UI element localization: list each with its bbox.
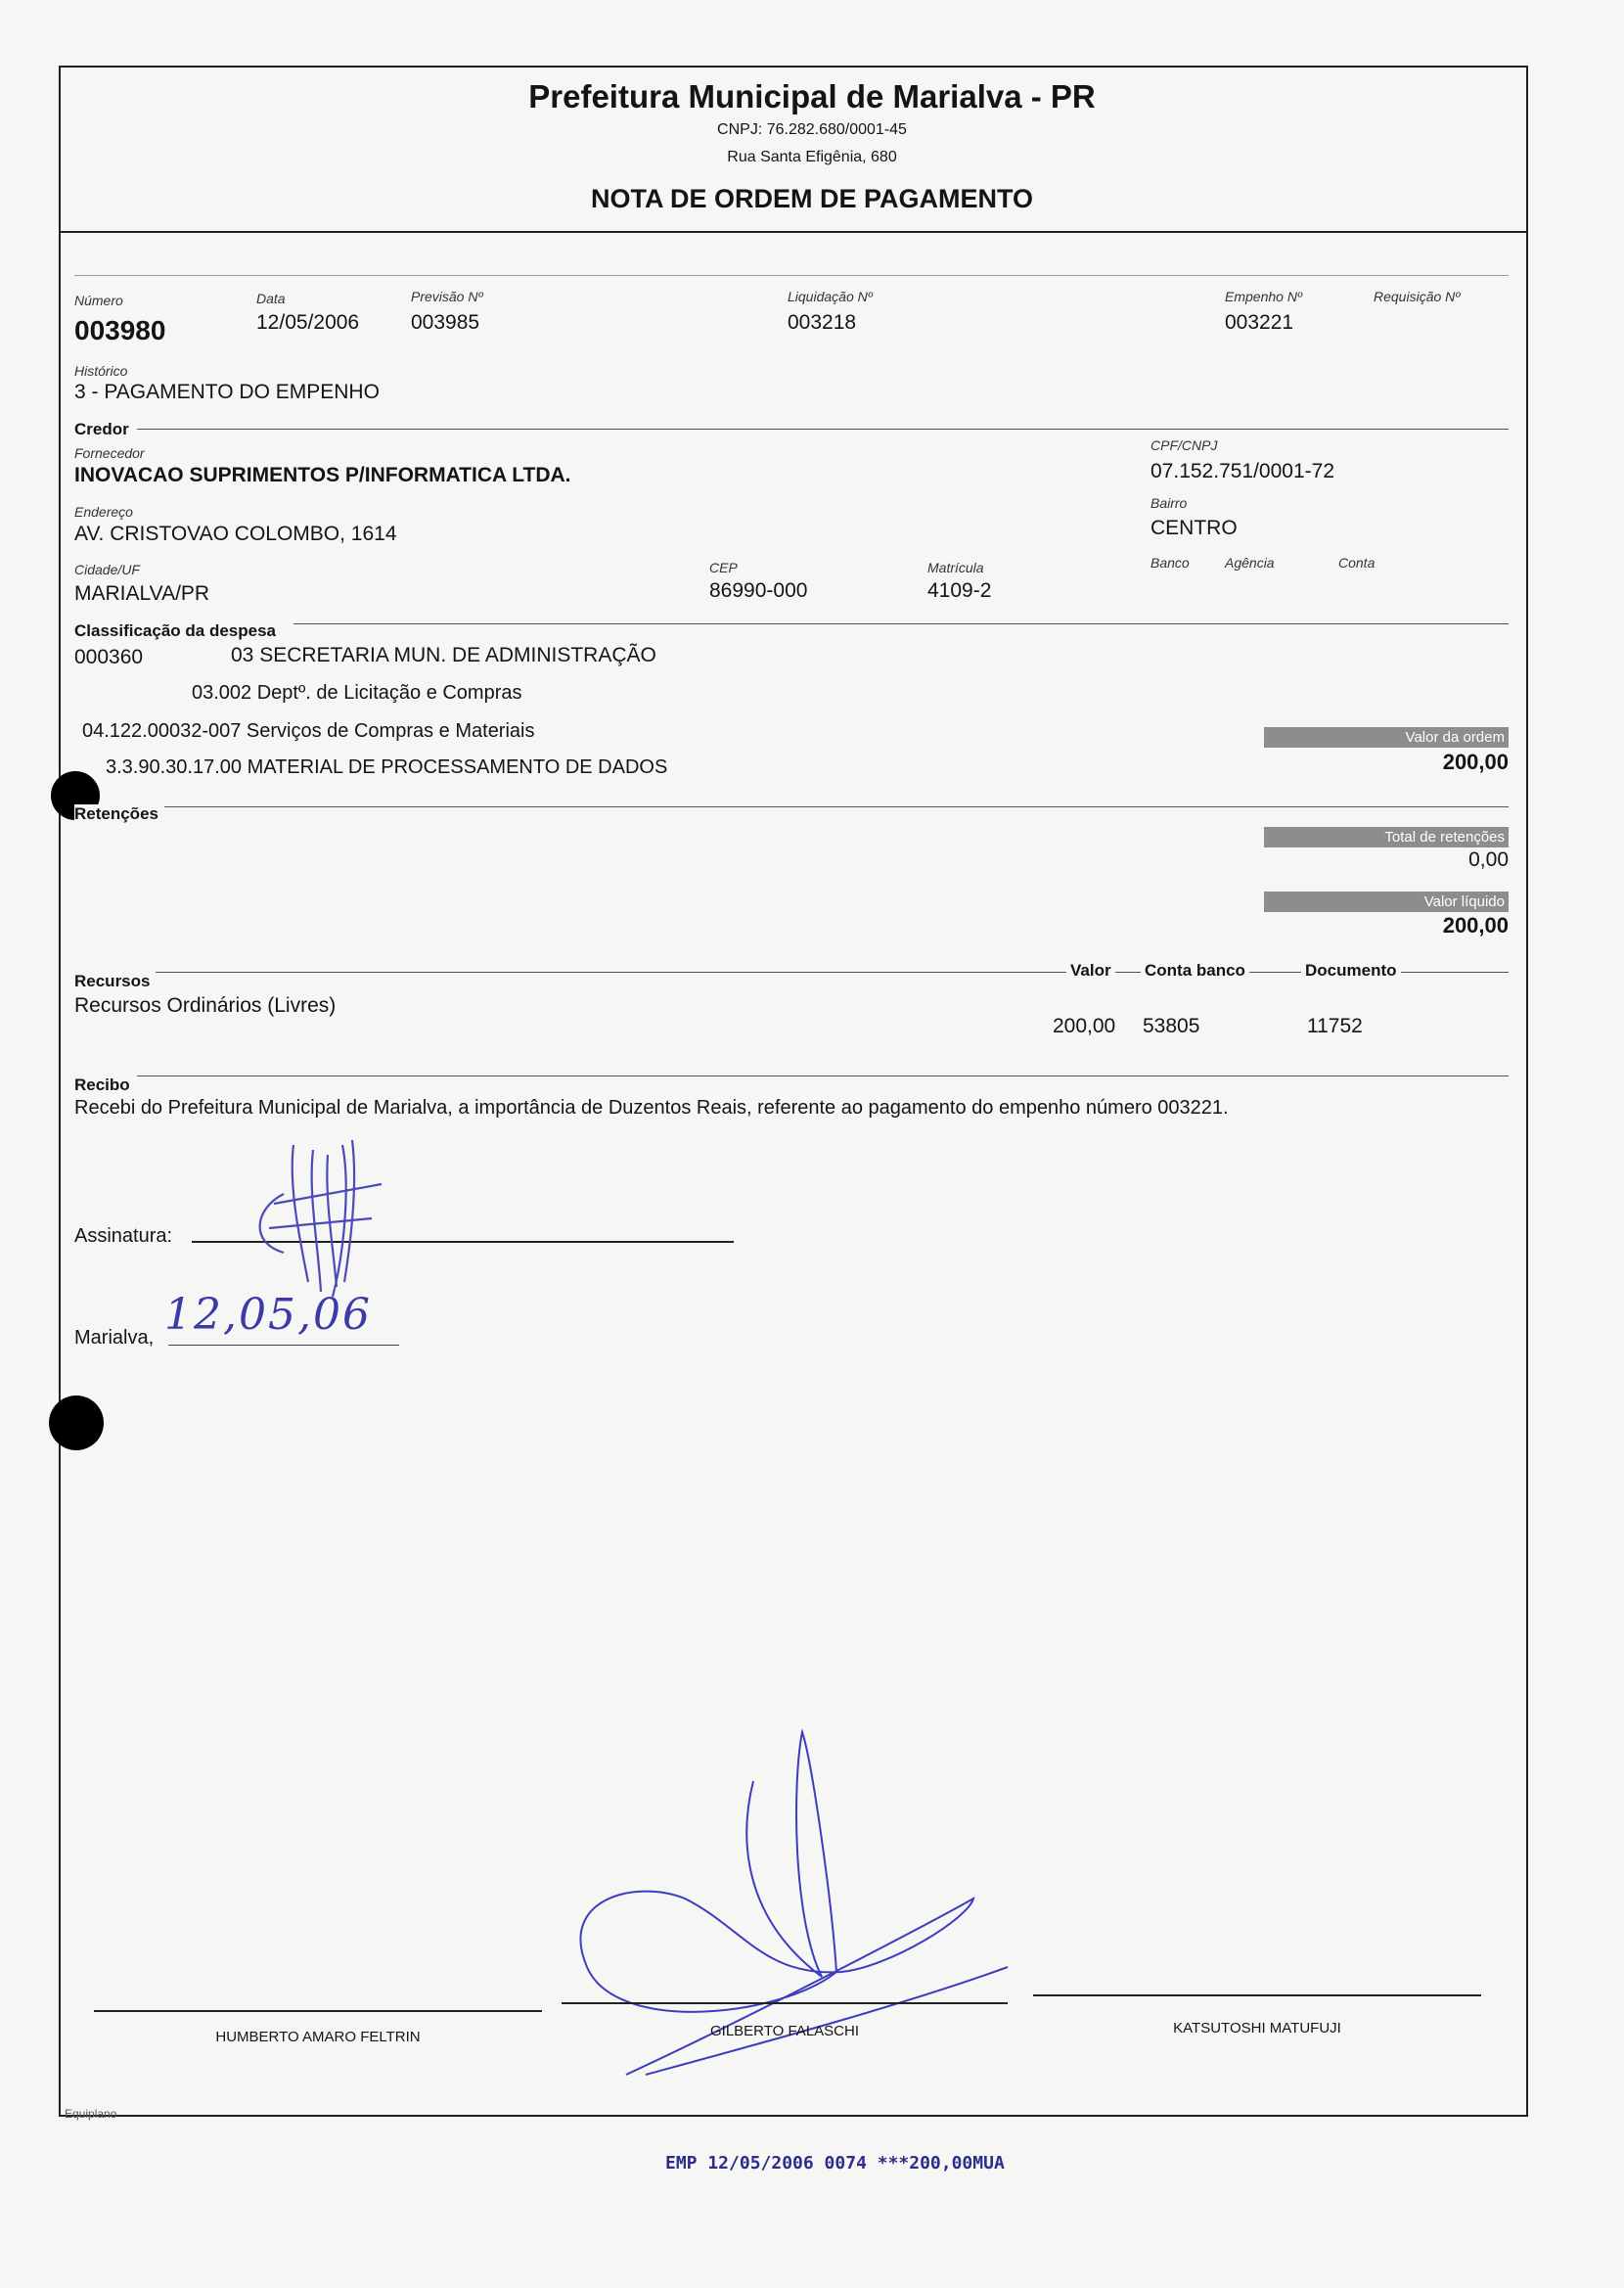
credor-divider bbox=[137, 429, 1509, 430]
documento-col-label: Documento bbox=[1301, 961, 1401, 981]
matricula-value: 4109-2 bbox=[927, 579, 992, 602]
assinatura-label: Assinatura: bbox=[74, 1225, 173, 1247]
valor-ordem-label: Valor da ordem bbox=[1264, 727, 1509, 748]
signature-line-left bbox=[94, 2010, 542, 2012]
numero-value: 003980 bbox=[74, 315, 166, 345]
total-retencoes-label: Total de retenções bbox=[1264, 827, 1509, 847]
endereco-value: AV. CRISTOVAO COLOMBO, 1614 bbox=[74, 523, 397, 545]
page-title: Prefeitura Municipal de Marialva - PR bbox=[528, 78, 1096, 114]
matricula-label: Matrícula bbox=[927, 560, 984, 575]
classificacao-line2: 03.002 Deptº. de Licitação e Compras bbox=[192, 682, 522, 704]
signatory-right: KATSUTOSHI MATUFUJI bbox=[1173, 2020, 1341, 2036]
fornecedor-label: Fornecedor bbox=[74, 445, 145, 461]
valor-liquido-value: 200,00 bbox=[1442, 913, 1509, 938]
cpf-value: 07.152.751/0001-72 bbox=[1150, 460, 1335, 482]
cnpj: CNPJ: 76.282.680/0001-45 bbox=[717, 121, 907, 138]
recursos-descricao: Recursos Ordinários (Livres) bbox=[74, 994, 337, 1017]
cpf-label: CPF/CNPJ bbox=[1150, 437, 1218, 453]
date-line bbox=[168, 1345, 399, 1346]
address: Rua Santa Efigênia, 680 bbox=[727, 149, 897, 165]
classificacao-divider bbox=[293, 623, 1509, 624]
historico-value: 3 - PAGAMENTO DO EMPENHO bbox=[74, 381, 380, 403]
bairro-value: CENTRO bbox=[1150, 517, 1238, 539]
previsao-label: Previsão Nº bbox=[411, 289, 483, 304]
cidade-value: MARIALVA/PR bbox=[74, 582, 210, 605]
agencia-label: Agência bbox=[1225, 555, 1275, 571]
cidade-label: Cidade/UF bbox=[74, 562, 140, 577]
empenho-value: 003221 bbox=[1225, 311, 1294, 334]
recursos-section-title: Recursos bbox=[74, 972, 156, 991]
retencoes-section-title: Retenções bbox=[74, 804, 164, 824]
previsao-value: 003985 bbox=[411, 311, 480, 334]
classificacao-line1: 03 SECRETARIA MUN. DE ADMINISTRAÇÃO bbox=[231, 644, 656, 666]
bank-stamp: EMP 12/05/2006 0074 ***200,00MUA bbox=[665, 2153, 1005, 2174]
data-value: 12/05/2006 bbox=[256, 311, 360, 334]
requisicao-label: Requisição Nº bbox=[1374, 289, 1461, 304]
historico-label: Histórico bbox=[74, 363, 128, 379]
signatory-center: GILBERTO FALASCHI bbox=[710, 2023, 859, 2039]
signature-line-right bbox=[1033, 1994, 1481, 1996]
cep-value: 86990-000 bbox=[709, 579, 808, 602]
credor-section-title: Credor bbox=[74, 420, 135, 439]
liquidacao-value: 003218 bbox=[788, 311, 857, 334]
numero-label: Número bbox=[74, 293, 123, 308]
valor-col-label: Valor bbox=[1066, 961, 1115, 981]
classificacao-section-title: Classificação da despesa bbox=[74, 621, 282, 641]
banco-label: Banco bbox=[1150, 555, 1190, 571]
software-credit: Equiplano bbox=[65, 2107, 117, 2121]
data-label: Data bbox=[256, 291, 286, 306]
local-label: Marialva, bbox=[74, 1327, 155, 1349]
total-retencoes-value: 0,00 bbox=[1468, 848, 1509, 871]
recibo-section-title: Recibo bbox=[74, 1075, 136, 1095]
header-divider bbox=[59, 231, 1528, 233]
classificacao-line4: 3.3.90.30.17.00 MATERIAL DE PROCESSAMENTO DE DADOS bbox=[106, 756, 668, 778]
recursos-conta: 53805 bbox=[1143, 1015, 1200, 1037]
conta-label: Conta bbox=[1338, 555, 1376, 571]
cep-label: CEP bbox=[709, 560, 738, 575]
signature-line-center bbox=[562, 2002, 1008, 2004]
recursos-documento: 11752 bbox=[1307, 1015, 1363, 1037]
recursos-valor: 200,00 bbox=[1053, 1015, 1116, 1037]
signatory-left: HUMBERTO AMARO FELTRIN bbox=[215, 2029, 421, 2045]
bairro-label: Bairro bbox=[1150, 495, 1188, 511]
empenho-label: Empenho Nº bbox=[1225, 289, 1303, 304]
fornecedor-value: INOVACAO SUPRIMENTOS P/INFORMATICA LTDA. bbox=[74, 464, 571, 486]
handwritten-date: 12,05,06 bbox=[164, 1290, 372, 1340]
recibo-divider bbox=[137, 1075, 1509, 1076]
classificacao-code: 000360 bbox=[74, 646, 144, 668]
recibo-text: Recebi do Prefeitura Municipal de Marialva, a importância de Duzentos Reais, referente ao pagamento do empenho número 003221. bbox=[74, 1097, 1229, 1119]
retencoes-divider bbox=[157, 806, 1509, 807]
punch-hole-bottom bbox=[49, 1396, 104, 1450]
valor-ordem-value: 200,00 bbox=[1442, 750, 1509, 774]
classificacao-line3: 04.122.00032-007 Serviços de Compras e Materiais bbox=[82, 720, 535, 742]
info-divider bbox=[74, 275, 1509, 276]
receipt-signature bbox=[235, 1125, 411, 1302]
liquidacao-label: Liquidação Nº bbox=[788, 289, 873, 304]
endereco-label: Endereço bbox=[74, 504, 133, 520]
doc-title: NOTA DE ORDEM DE PAGAMENTO bbox=[590, 184, 1033, 213]
conta-banco-col-label: Conta banco bbox=[1141, 961, 1249, 981]
valor-liquido-label: Valor líquido bbox=[1264, 892, 1509, 912]
